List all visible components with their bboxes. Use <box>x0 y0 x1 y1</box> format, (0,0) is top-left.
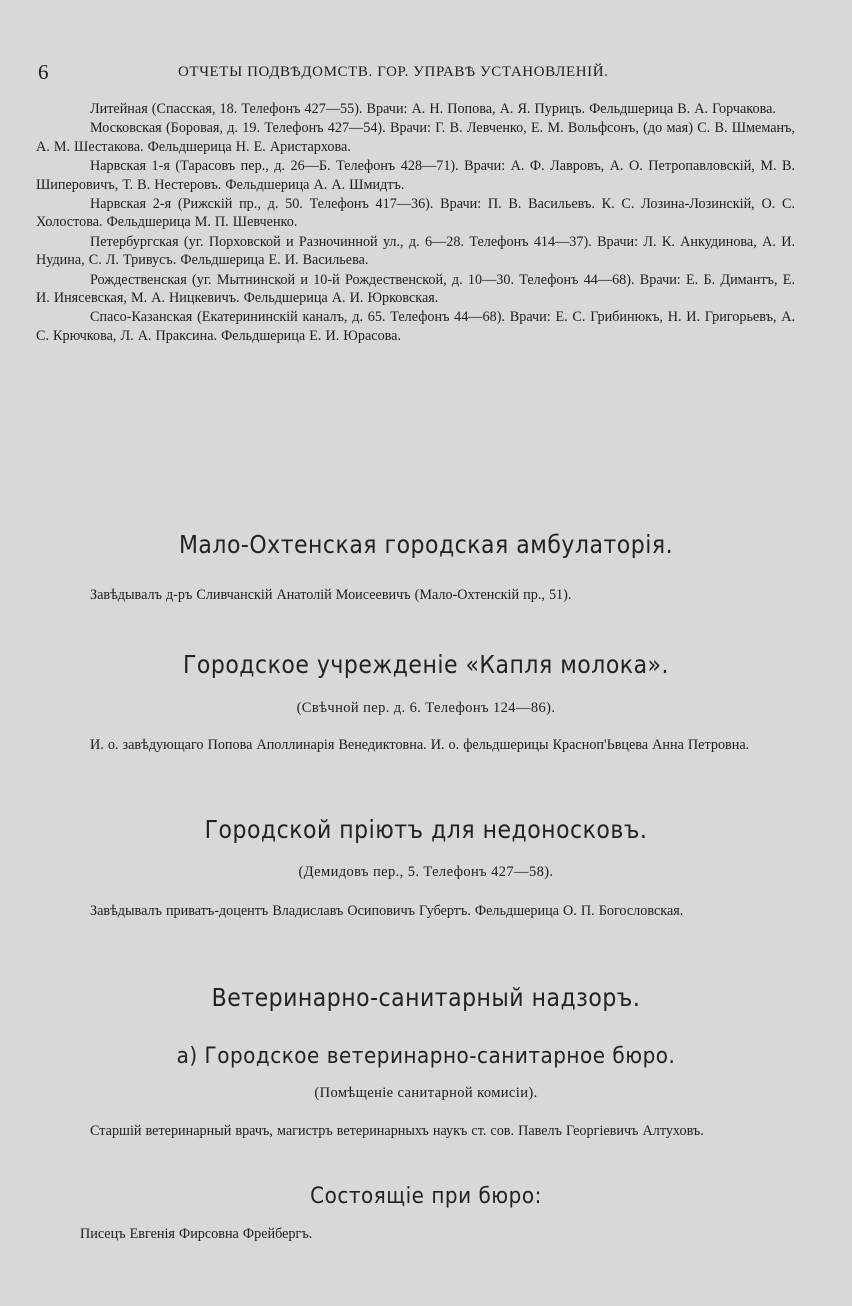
station-entry: Московская (Боровая, д. 19. Телефонъ 427—54). Врачи: Г. В. Левченко, Е. М. Вольфсонъ, (до мая) С. В. Шмеманъ, А. М. Шестакова. Фельдшерица Н. Е. Аристархова. <box>36 120 795 155</box>
veterinary-text: Старшій ветеринарный врачъ, магистръ ветеринарныхъ наукъ ст. сов. Павелъ Георгіевичъ Алтуховъ. <box>90 1123 704 1139</box>
section-body-milk <box>36 736 795 755</box>
section-subtitle-veterinary: (Помѣщеніе санитарной комисіи). <box>314 1085 538 1101</box>
section-title-veterinary: Ветеринарно-санитарный надзоръ. <box>211 984 641 1013</box>
page-number: 6 <box>38 60 49 84</box>
section-body-veterinary <box>36 1122 795 1141</box>
station-entry: Нарвская 1-я (Тарасовъ пер., д. 26—Б. Телефонъ 428—71). Врачи: А. Ф. Лавровъ, А. О. Петропавловскій, М. В. Шиперовичъ, Т. В. Нестеровъ. Фельдшерица А. А. Шмидтъ. <box>36 158 795 193</box>
section-title-shelter: Городской пріютъ для недоносковъ. <box>204 816 648 845</box>
staff-list <box>80 1225 839 1244</box>
section-subtitle-shelter: (Демидовъ пер., 5. Телефонъ 427—58). <box>298 864 554 880</box>
station-entry: Петербургская (уг. Порховской и Разночинной ул., д. 6—28. Телефонъ 414—37). Врачи: Л. К. Анкудинова, А. И. Нудина, С. Л. Тривусъ. Фельдшерица Е. И. Васильева. <box>36 233 795 269</box>
section-title-milk: Городское учрежденіе «Капля молока». <box>182 651 670 680</box>
staff-line: Писецъ Евгенія Фирсовна Фрейбергъ. <box>80 1226 313 1242</box>
page-header <box>38 60 812 84</box>
section-body-shelter <box>36 902 795 921</box>
station-entry: Спасо-Казанская (Екатерининскій каналъ, д. 65. Телефонъ 44—68). Врачи: Е. С. Грибинюкъ, Н. И. Григорьевъ, А. С. Крючкова, Л. А. Праксина. Фельдшерица Е. И. Юрасова. <box>36 309 795 344</box>
station-entry: Литейная (Спасская, 18. Телефонъ 427—55). Врачи: А. Н. Попова, А. Я. Пурицъ. Фельдшерица В. А. Горчакова. <box>90 101 776 117</box>
running-title: ОТЧЕТЫ ПОДВѢДОМСТВ. ГОР. УПРАВѢ УСТАНОВЛЕНІЙ. <box>178 64 609 80</box>
section-body-ambulatory <box>36 586 795 605</box>
milk-text: И. о. завѣдующаго Попова Аполлинарія Венедиктовна. И. о. фельдшерицы Красноп'Ьвцева Анна Петровна. <box>90 737 750 753</box>
station-entry: Рождественская (уг. Мытнинской и 10-й Рождественской, д. 10—30. Телефонъ 44—68). Врачи: Е. Б. Димантъ, Е. И. Инясевская, М. А. Ницкевичъ. Фельдшерица А. И. Юрковская. <box>36 271 795 306</box>
section-subtitle-milk: (Свѣчной пер. д. 6. Телефонъ 124—86). <box>296 700 556 716</box>
ambulatory-text: Завѣдывалъ д-ръ Сливчанскій Анатолій Моисеевичъ (Мало-Охтенскій пр., 51). <box>90 587 572 603</box>
staff-heading: Состоящіе при бюро: <box>310 1181 542 1209</box>
shelter-text: Завѣдывалъ приватъ-доцентъ Владиславъ Осиповичъ Губертъ. Фельдшерица О. П. Богословская. <box>90 903 684 919</box>
section-subheading-veterinary-bureau: а) Городское ветеринарно-санитарное бюро. <box>176 1041 676 1069</box>
stations-list <box>36 100 795 346</box>
section-title-ambulatory: Мало-Охтенская городская амбулаторія. <box>178 531 674 560</box>
station-entry: Нарвская 2-я (Рижскій пр., д. 50. Телефонъ 417—36). Врачи: П. В. Васильевъ. К. С. Лозина-Лозинскій, О. С. Холостова. Фельдшерица М. П. Шевченко. <box>36 196 795 231</box>
